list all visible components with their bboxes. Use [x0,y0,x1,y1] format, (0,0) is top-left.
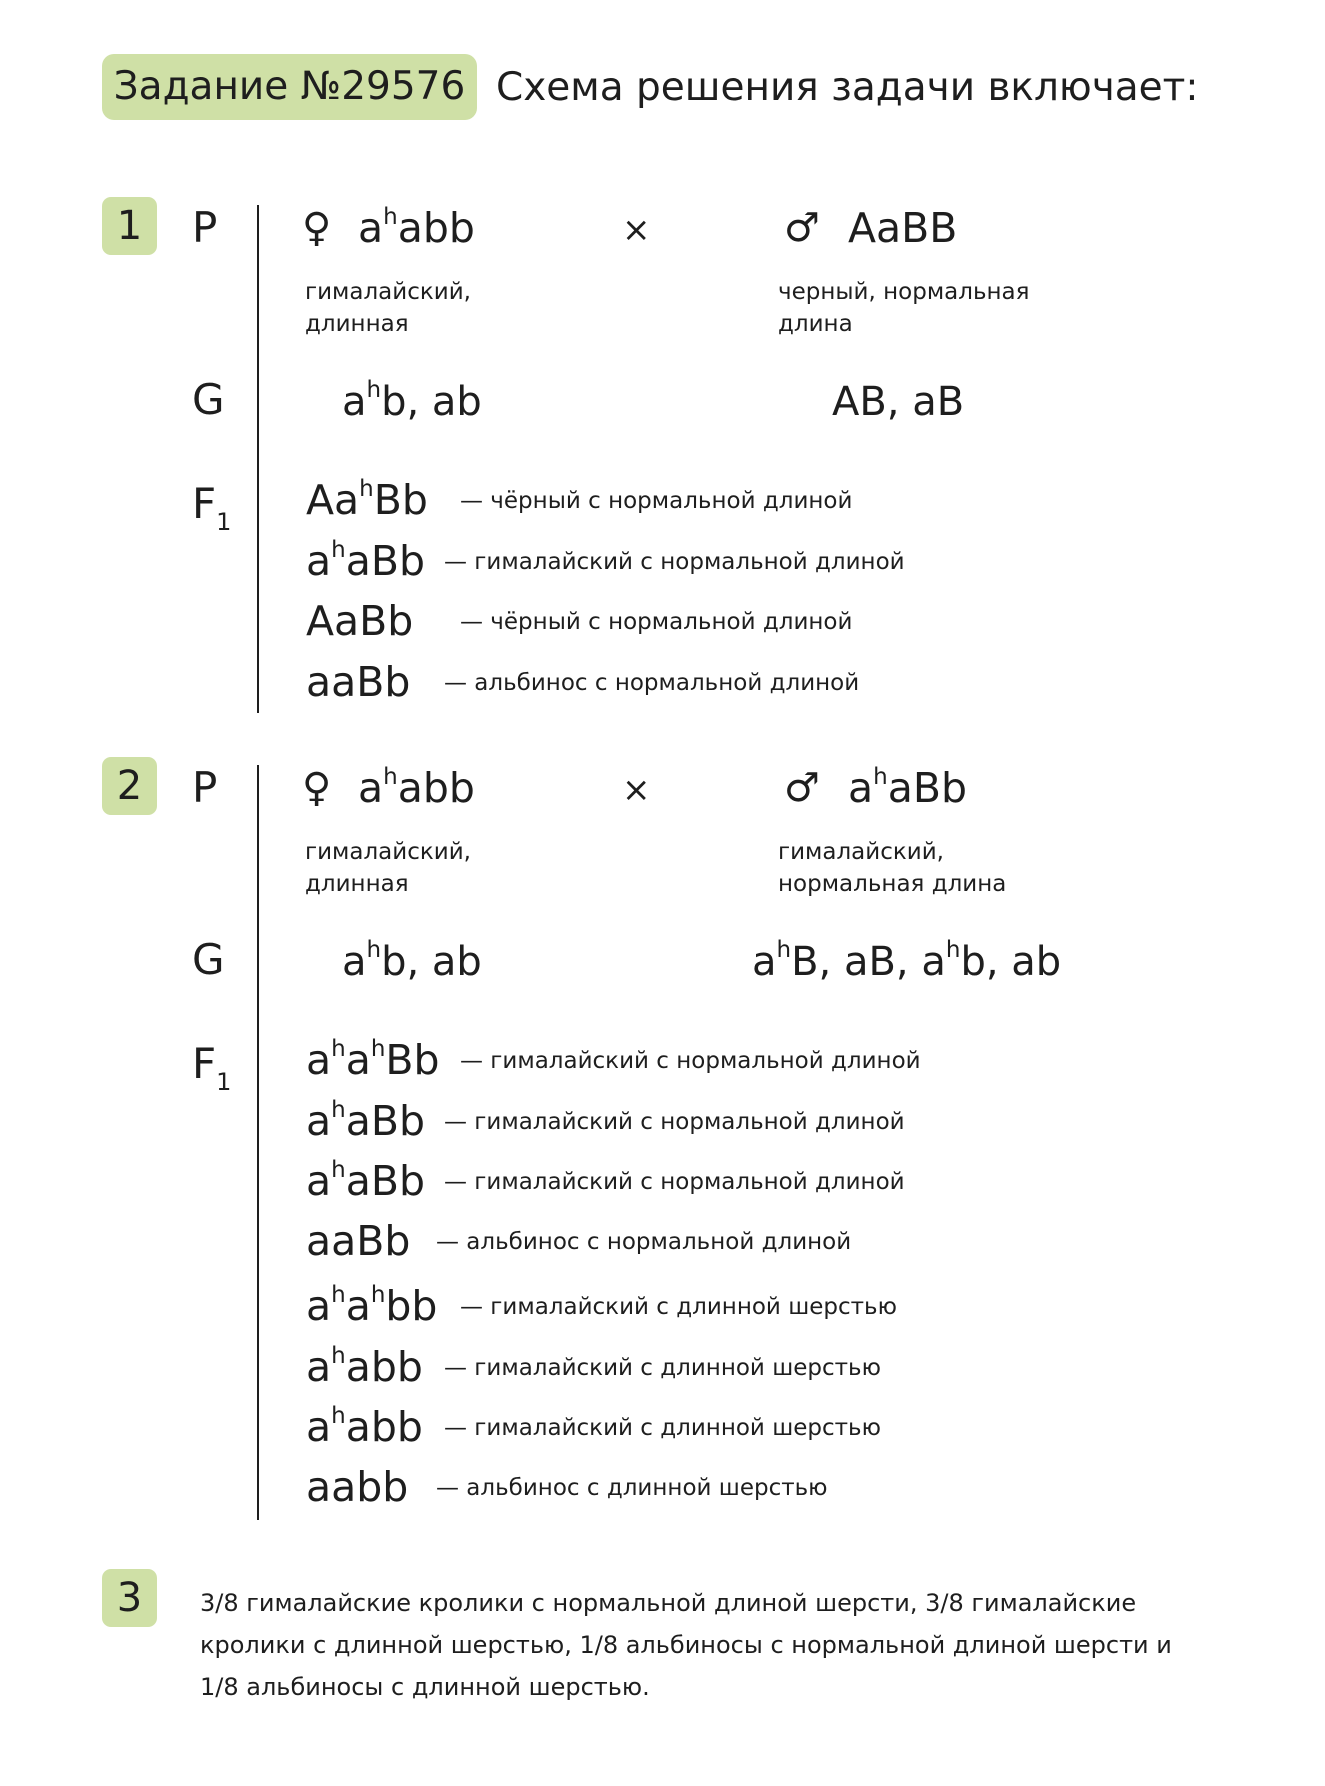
step-2-p-label: P [192,763,218,812]
female-symbol-icon: ♀ [302,205,332,251]
step-2-divider [257,765,259,1520]
offspring-description: — альбинос с нормальной длиной [444,670,860,696]
offspring-description: — чёрный с нормальной длиной [460,488,853,514]
offspring-genotype: aaBb [306,658,411,706]
step-2-g-label: G [192,935,225,984]
step-2-male-genotype: $a^haBb$ [848,764,967,812]
step-1-male-phenotype: черный, нормальная длина [778,279,1030,337]
step-1-offspring-row [306,476,428,524]
offspring-description: — гималайский с длинной шерстью [444,1355,881,1381]
offspring-description: — гималайский с длинной шерстью [444,1415,881,1441]
offspring-description: — чёрный с нормальной длиной [460,609,853,635]
offspring-description: — гималайский с нормальной длиной [444,549,905,575]
offspring-genotype: $a^haBb$ [306,1157,425,1205]
offspring-genotype: AaBb [306,597,414,645]
offspring-description: — гималайский с нормальной длиной [460,1048,921,1074]
step-1-offspring-row [306,597,413,645]
step-2-female-gametes: $a^hb$, ab [342,937,482,985]
male-symbol-icon: ♂ [784,765,820,811]
offspring-description: — альбинос с нормальной длиной [436,1229,852,1255]
offspring-genotype: Aa$^h$Bb [306,476,428,524]
offspring-genotype: $a^habb$ [306,1403,423,1451]
step-1-p-label: P [192,203,218,252]
step-1-female-gametes: $a^hb$, ab [342,377,482,425]
step-2-male-gametes: $a^hB$, aB, $a^hb$, ab [752,937,1062,985]
step-2-badge: 2 [102,757,157,815]
step-1-female-phenotype: гималайский, длинная [305,279,471,337]
offspring-description: — гималайский с нормальной длиной [444,1109,905,1135]
offspring-description: — альбинос с длинной шерстью [436,1475,828,1501]
step-1-female-genotype: $a^habb$ [358,204,475,252]
step-2-cross-symbol: × [622,770,651,810]
step-1-badge: 1 [102,197,157,255]
female-symbol-icon: ♀ [302,765,332,811]
step-1-g-label: G [192,375,225,424]
offspring-genotype: $a^ha^hBb$ [306,1036,440,1084]
answer-text: 3/8 гималайские кролики с нормальной длиной шерсти, 3/8 гималайские кролики с длинной шерстью, 1/8 альбиносы с нормальной длиной шерсти и 1/8 альбиносы с длинной шерстью. [200,1589,1172,1701]
step-1-divider [257,205,259,713]
step-2-female-genotype: $a^habb$ [358,764,475,812]
step-2-male-phenotype: гималайский, нормальная длина [778,839,1007,897]
offspring-genotype: aabb [306,1463,409,1511]
male-symbol-icon: ♂ [784,205,820,251]
offspring-genotype: $a^habb$ [306,1343,423,1391]
offspring-genotype: $a^ha^hbb$ [306,1282,438,1330]
step-1-cross-symbol: × [622,210,651,250]
offspring-genotype: $a^haBb$ [306,1097,425,1145]
step-1-offspring-row [306,537,425,585]
step-1-f1-label: $F_1$ [192,479,232,536]
offspring-description: — гималайский с длинной шерстью [460,1294,897,1320]
step-3-badge: 3 [102,1569,157,1627]
step-2-female-phenotype: гималайский, длинная [305,839,471,897]
task-number-badge: Задание №29576 [102,54,477,120]
page-title: Схема решения задачи включает: [496,65,1199,110]
offspring-description: — гималайский с нормальной длиной [444,1169,905,1195]
step-1-male-genotype: AaBB [848,204,958,252]
step-1-offspring-row [306,658,410,706]
offspring-genotype: $a^haBb$ [306,537,425,585]
step-2-f1-label: $F_1$ [192,1039,232,1096]
offspring-genotype: aaBb [306,1217,411,1265]
step-1-male-gametes: AB, aB [832,379,965,425]
